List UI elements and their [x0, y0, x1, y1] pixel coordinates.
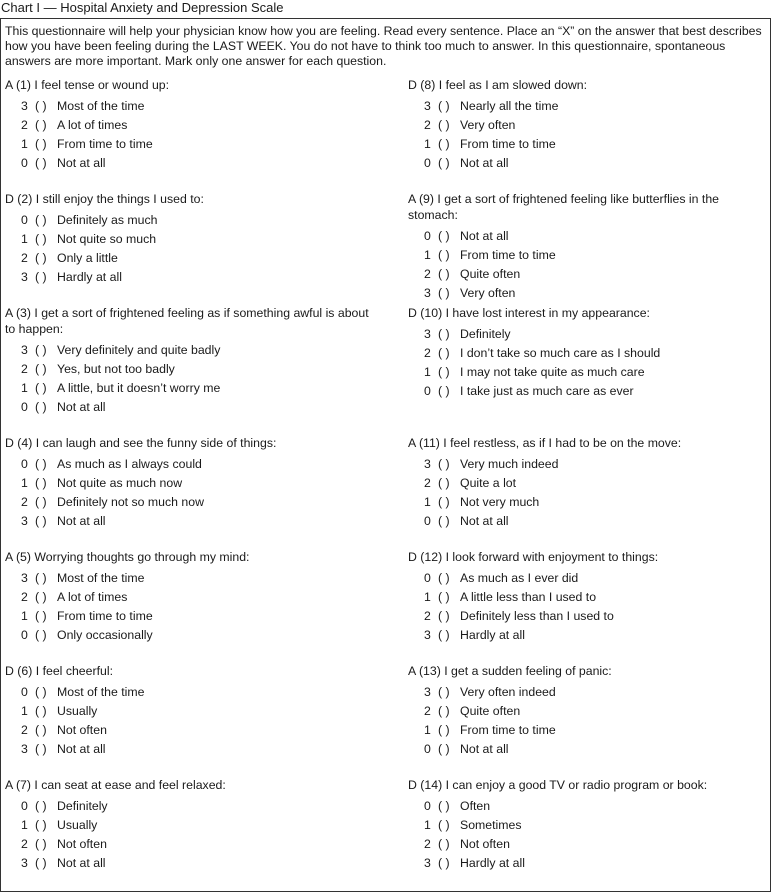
answer-text: Very much indeed [460, 457, 559, 471]
answer-options [408, 797, 766, 873]
answer-checkbox[interactable]: ( ) [35, 399, 47, 414]
question-label: A (13) I get a sudden feeling of panic: [408, 664, 612, 678]
question-label: A (3) I get a sort of frightened feeling as if something awful is about to happen: [5, 306, 369, 336]
answer-text: Very definitely and quite badly [57, 342, 221, 357]
question-label: D (12) I look forward with enjoyment to things: [408, 550, 659, 564]
answer-score: 2 [424, 704, 431, 718]
answer-checkbox[interactable]: ( ) [438, 856, 450, 870]
answer-checkbox[interactable]: ( ) [438, 118, 450, 132]
answer-text: Not at all [460, 742, 509, 756]
answer-option[interactable] [408, 227, 766, 246]
answer-option[interactable] [408, 683, 766, 702]
answer-checkbox[interactable]: ( ) [438, 365, 450, 379]
answer-score: 1 [424, 365, 431, 379]
answer-text: From time to time [460, 137, 556, 151]
question-label: D (8) I feel as I am slowed down: [408, 78, 588, 92]
answer-option[interactable] [5, 740, 377, 759]
question-label: A (7) I can seat at ease and feel relaxed: [5, 778, 226, 792]
answer-score: 2 [424, 837, 431, 851]
answer-checkbox[interactable]: ( ) [438, 457, 450, 471]
answer-text: Not at all [460, 156, 509, 170]
answer-option[interactable] [408, 740, 766, 759]
answer-option[interactable] [5, 816, 377, 835]
answer-score: 3 [424, 327, 431, 341]
answer-score: 0 [21, 628, 28, 642]
answer-option[interactable] [408, 97, 766, 116]
answer-options [408, 455, 766, 531]
answer-checkbox[interactable]: ( ) [35, 799, 47, 813]
answer-score: 3 [21, 571, 28, 585]
answer-checkbox[interactable]: ( ) [35, 361, 47, 376]
answer-text: Not quite so much [57, 232, 157, 246]
question-label: D (6) I feel cheerful: [5, 664, 113, 678]
answer-checkbox[interactable]: ( ) [35, 251, 47, 265]
answer-checkbox[interactable]: ( ) [438, 228, 450, 243]
answer-option[interactable] [5, 683, 377, 702]
answer-option[interactable] [5, 211, 377, 230]
answer-score: 0 [424, 384, 431, 398]
answer-checkbox[interactable]: ( ) [438, 742, 450, 756]
answer-text: Not at all [57, 399, 106, 414]
question-label: D (4) I can laugh and see the funny side of things: [5, 436, 277, 450]
answer-checkbox[interactable]: ( ) [35, 342, 47, 357]
answer-checkbox[interactable]: ( ) [35, 856, 47, 870]
answer-options [5, 569, 377, 645]
answer-option[interactable] [408, 569, 766, 588]
answer-options [408, 569, 766, 645]
answer-text: Most of the time [57, 685, 145, 699]
answer-score: 0 [424, 514, 431, 528]
answer-options [5, 797, 377, 873]
answer-option[interactable] [408, 265, 766, 284]
answer-option[interactable] [408, 721, 766, 740]
answer-text: Definitely as much [57, 213, 158, 227]
answer-option[interactable] [5, 493, 377, 512]
answer-option[interactable] [5, 455, 377, 474]
answer-text: Quite a lot [460, 476, 517, 490]
answer-text: Not at all [57, 742, 106, 756]
answer-score: 3 [424, 99, 431, 113]
answer-option[interactable] [5, 474, 377, 493]
answer-text: Most of the time [57, 571, 145, 585]
answer-option[interactable] [408, 854, 766, 873]
answer-checkbox[interactable]: ( ) [35, 232, 47, 246]
answer-text: I don’t take so much care as I should [460, 346, 661, 360]
question-6 [5, 664, 377, 759]
answer-score: 3 [21, 742, 28, 756]
answer-score: 0 [21, 213, 28, 227]
answer-score: 2 [21, 590, 28, 604]
answer-score: 1 [424, 247, 431, 262]
answer-checkbox[interactable]: ( ) [438, 156, 450, 170]
answer-checkbox[interactable]: ( ) [35, 156, 47, 170]
answer-text: Most of the time [57, 99, 145, 113]
answer-score: 2 [424, 609, 431, 623]
answer-text: Hardly at all [460, 856, 525, 870]
answer-option[interactable] [5, 512, 377, 531]
answer-score: 1 [424, 818, 431, 832]
answer-checkbox[interactable]: ( ) [35, 628, 47, 642]
answer-option[interactable] [5, 626, 377, 645]
answer-score: 3 [21, 514, 28, 528]
answer-text: A lot of times [57, 118, 128, 132]
answer-option[interactable] [408, 246, 766, 265]
answer-option[interactable] [408, 154, 766, 173]
answer-text: A little less than I used to [460, 590, 597, 604]
answer-score: 0 [424, 742, 431, 756]
answer-option[interactable] [5, 154, 377, 173]
answer-score: 2 [21, 118, 28, 132]
answer-text: Not often [57, 723, 107, 737]
answer-checkbox[interactable]: ( ) [35, 837, 47, 851]
answer-score: 0 [424, 571, 431, 585]
answer-score: 3 [424, 856, 431, 870]
answer-score: 0 [424, 156, 431, 170]
answer-text: Definitely [460, 327, 511, 341]
answer-checkbox[interactable]: ( ) [35, 457, 47, 471]
question-label: A (9) I get a sort of frightened feeling like butterflies in the stomach: [408, 192, 720, 222]
answer-text: Very often [460, 118, 516, 132]
answer-option[interactable] [408, 816, 766, 835]
answer-score: 1 [21, 380, 28, 395]
answer-checkbox[interactable]: ( ) [35, 380, 47, 395]
answer-option[interactable] [408, 626, 766, 645]
answer-option[interactable] [5, 249, 377, 268]
answer-text: From time to time [57, 137, 153, 151]
answer-text: A little, but it doesn’t worry me [57, 380, 221, 395]
answer-score: 0 [21, 156, 28, 170]
answer-option[interactable] [5, 268, 377, 287]
answer-text: Not very much [460, 495, 540, 509]
answer-score: 1 [424, 137, 431, 151]
question-1 [5, 78, 377, 173]
question-5 [5, 550, 377, 645]
answer-option[interactable] [5, 721, 377, 740]
answer-score: 1 [424, 590, 431, 604]
answer-options [408, 227, 766, 303]
question-7 [5, 778, 377, 873]
answer-checkbox[interactable]: ( ) [35, 476, 47, 490]
answer-checkbox[interactable]: ( ) [438, 495, 450, 509]
question-11 [408, 436, 766, 531]
answer-score: 3 [424, 457, 431, 471]
answer-options [5, 341, 377, 417]
question-14 [408, 778, 766, 873]
answer-score: 2 [21, 361, 28, 376]
answer-option[interactable] [408, 284, 766, 303]
answer-option[interactable] [408, 512, 766, 531]
answer-checkbox[interactable]: ( ) [438, 327, 450, 341]
answer-score: 3 [21, 342, 28, 357]
answer-score: 1 [21, 704, 28, 718]
answer-text: A lot of times [57, 590, 128, 604]
answer-score: 0 [21, 399, 28, 414]
answer-score: 0 [21, 685, 28, 699]
answer-text: Yes, but not too badly [57, 361, 175, 376]
answer-option[interactable] [408, 702, 766, 721]
answer-score: 3 [21, 270, 28, 284]
answer-text: Hardly at all [460, 628, 525, 642]
answer-checkbox[interactable]: ( ) [438, 514, 450, 528]
answer-options [5, 455, 377, 531]
answer-options [5, 97, 377, 173]
answer-option[interactable] [5, 135, 377, 154]
answer-option[interactable] [5, 398, 377, 417]
answer-checkbox[interactable]: ( ) [438, 590, 450, 604]
question-10 [408, 306, 766, 401]
question-4 [5, 436, 377, 531]
answer-checkbox[interactable]: ( ) [438, 837, 450, 851]
answer-text: Quite often [460, 266, 521, 281]
answer-options [408, 683, 766, 759]
answer-options [5, 211, 377, 287]
answer-checkbox[interactable]: ( ) [438, 571, 450, 585]
answer-text: Quite often [460, 704, 521, 718]
answer-option[interactable] [408, 135, 766, 154]
answer-score: 1 [21, 818, 28, 832]
answer-checkbox[interactable]: ( ) [438, 476, 450, 490]
answer-option[interactable] [408, 325, 766, 344]
answer-checkbox[interactable]: ( ) [35, 571, 47, 585]
answer-text: As much as I always could [57, 457, 202, 471]
answer-checkbox[interactable]: ( ) [35, 742, 47, 756]
answer-score: 0 [21, 799, 28, 813]
answer-option[interactable] [408, 382, 766, 401]
answer-text: From time to time [460, 723, 556, 737]
answer-text: Very often indeed [460, 685, 556, 699]
answer-checkbox[interactable]: ( ) [438, 266, 450, 281]
answer-option[interactable] [408, 607, 766, 626]
question-label: D (10) I have lost interest in my appearance: [408, 306, 650, 320]
answer-score: 0 [424, 799, 431, 813]
answer-text: Usually [57, 818, 98, 832]
answer-text: Not often [57, 837, 107, 851]
answer-option[interactable] [408, 493, 766, 512]
answer-checkbox[interactable]: ( ) [438, 247, 450, 262]
answer-text: Very often [460, 285, 516, 300]
answer-text: From time to time [460, 247, 556, 262]
answer-checkbox[interactable]: ( ) [35, 704, 47, 718]
answer-text: I may not take quite as much care [460, 365, 645, 379]
answer-text: Not at all [57, 856, 106, 870]
answer-score: 3 [424, 285, 431, 300]
answer-checkbox[interactable]: ( ) [35, 213, 47, 227]
answer-option[interactable] [5, 702, 377, 721]
answer-option[interactable] [5, 797, 377, 816]
answer-text: Not at all [460, 228, 509, 243]
answer-options [408, 97, 766, 173]
answer-option[interactable] [5, 360, 377, 379]
answer-option[interactable] [5, 588, 377, 607]
answer-score: 0 [424, 228, 431, 243]
answer-option[interactable] [408, 588, 766, 607]
answer-score: 2 [424, 346, 431, 360]
answer-checkbox[interactable]: ( ) [438, 723, 450, 737]
answer-checkbox[interactable]: ( ) [438, 685, 450, 699]
answer-checkbox[interactable]: ( ) [35, 495, 47, 509]
question-3 [5, 306, 377, 417]
answer-score: 3 [424, 628, 431, 642]
question-label: D (2) I still enjoy the things I used to: [5, 192, 204, 206]
answer-option[interactable] [408, 455, 766, 474]
answer-text: Sometimes [460, 818, 522, 832]
answer-text: Not often [460, 837, 510, 851]
answer-score: 3 [424, 685, 431, 699]
answer-checkbox[interactable]: ( ) [35, 514, 47, 528]
answer-score: 1 [21, 137, 28, 151]
answer-checkbox[interactable]: ( ) [438, 818, 450, 832]
answer-option[interactable] [408, 116, 766, 135]
answer-option[interactable] [408, 835, 766, 854]
answer-text: Usually [57, 704, 98, 718]
answer-score: 2 [21, 251, 28, 265]
answer-option[interactable] [5, 116, 377, 135]
answer-text: Definitely not so much now [57, 495, 204, 509]
answer-checkbox[interactable]: ( ) [35, 270, 47, 284]
answer-checkbox[interactable]: ( ) [438, 609, 450, 623]
answer-checkbox[interactable]: ( ) [35, 118, 47, 132]
answer-checkbox[interactable]: ( ) [35, 99, 47, 113]
question-label: A (11) I feel restless, as if I had to be on the move: [408, 436, 682, 450]
question-9 [408, 192, 766, 303]
answer-checkbox[interactable]: ( ) [438, 628, 450, 642]
answer-options [408, 325, 766, 401]
answer-score: 2 [21, 723, 28, 737]
answer-score: 2 [424, 266, 431, 281]
answer-checkbox[interactable]: ( ) [438, 137, 450, 151]
answer-checkbox[interactable]: ( ) [438, 285, 450, 300]
answer-checkbox[interactable]: ( ) [35, 609, 47, 623]
answer-text: Only a little [57, 251, 118, 265]
chart-title: Chart I — Hospital Anxiety and Depression Scale [1, 0, 284, 15]
question-13 [408, 664, 766, 759]
answer-checkbox[interactable]: ( ) [35, 590, 47, 604]
answer-text: Often [460, 799, 491, 813]
answer-option[interactable] [5, 607, 377, 626]
answer-text: Not at all [57, 514, 106, 528]
answer-checkbox[interactable]: ( ) [438, 99, 450, 113]
question-2 [5, 192, 377, 287]
question-label: A (5) Worrying thoughts go through my mind: [5, 550, 250, 564]
answer-score: 2 [21, 837, 28, 851]
answer-text: Not at all [57, 156, 106, 170]
answer-text: Hardly at all [57, 270, 122, 284]
answer-checkbox[interactable]: ( ) [35, 685, 47, 699]
answer-option[interactable] [5, 97, 377, 116]
answer-option[interactable] [5, 854, 377, 873]
answer-score: 1 [21, 609, 28, 623]
answer-score: 1 [21, 232, 28, 246]
question-label: A (1) I feel tense or wound up: [5, 78, 170, 92]
answer-score: 3 [21, 856, 28, 870]
answer-option[interactable] [408, 797, 766, 816]
answer-checkbox[interactable]: ( ) [438, 704, 450, 718]
answer-score: 2 [424, 476, 431, 490]
answer-text: Not quite as much now [57, 476, 183, 490]
answer-option[interactable] [408, 474, 766, 493]
answer-option[interactable] [5, 230, 377, 249]
answer-text: Nearly all the time [460, 99, 559, 113]
answer-checkbox[interactable]: ( ) [35, 818, 47, 832]
answer-score: 1 [424, 495, 431, 509]
answer-text: Only occasionally [57, 628, 153, 642]
answer-text: Definitely less than I used to [460, 609, 614, 623]
question-12 [408, 550, 766, 645]
answer-checkbox[interactable]: ( ) [35, 723, 47, 737]
answer-score: 2 [424, 118, 431, 132]
answer-option[interactable] [5, 379, 377, 398]
answer-text: Not at all [460, 514, 509, 528]
answer-text: From time to time [57, 609, 153, 623]
question-label: D (14) I can enjoy a good TV or radio program or book: [408, 778, 708, 792]
answer-option[interactable] [408, 363, 766, 382]
answer-text: Definitely [57, 799, 108, 813]
answer-option[interactable] [5, 341, 377, 360]
answer-score: 2 [21, 495, 28, 509]
answer-score: 3 [21, 99, 28, 113]
answer-checkbox[interactable]: ( ) [438, 799, 450, 813]
answer-checkbox[interactable]: ( ) [438, 346, 450, 360]
instructions: This questionnaire will help your physician know how you are feeling. Read every sentence. Place an “X” on the answer that best describes how you have been feeling during the LAST WEEK. You do not have to think too much to answer. In this questionnaire, spontaneous answers are more important. Mark only one answer for each question. [5, 24, 762, 68]
answer-text: I take just as much care as ever [460, 384, 634, 398]
answer-checkbox[interactable]: ( ) [35, 137, 47, 151]
answer-score: 0 [21, 457, 28, 471]
answer-options [5, 683, 377, 759]
answer-checkbox[interactable]: ( ) [438, 384, 450, 398]
answer-option[interactable] [5, 569, 377, 588]
question-8 [408, 78, 766, 173]
answer-option[interactable] [408, 344, 766, 363]
answer-score: 1 [21, 476, 28, 490]
answer-score: 1 [424, 723, 431, 737]
answer-option[interactable] [5, 835, 377, 854]
answer-text: As much as I ever did [460, 571, 579, 585]
